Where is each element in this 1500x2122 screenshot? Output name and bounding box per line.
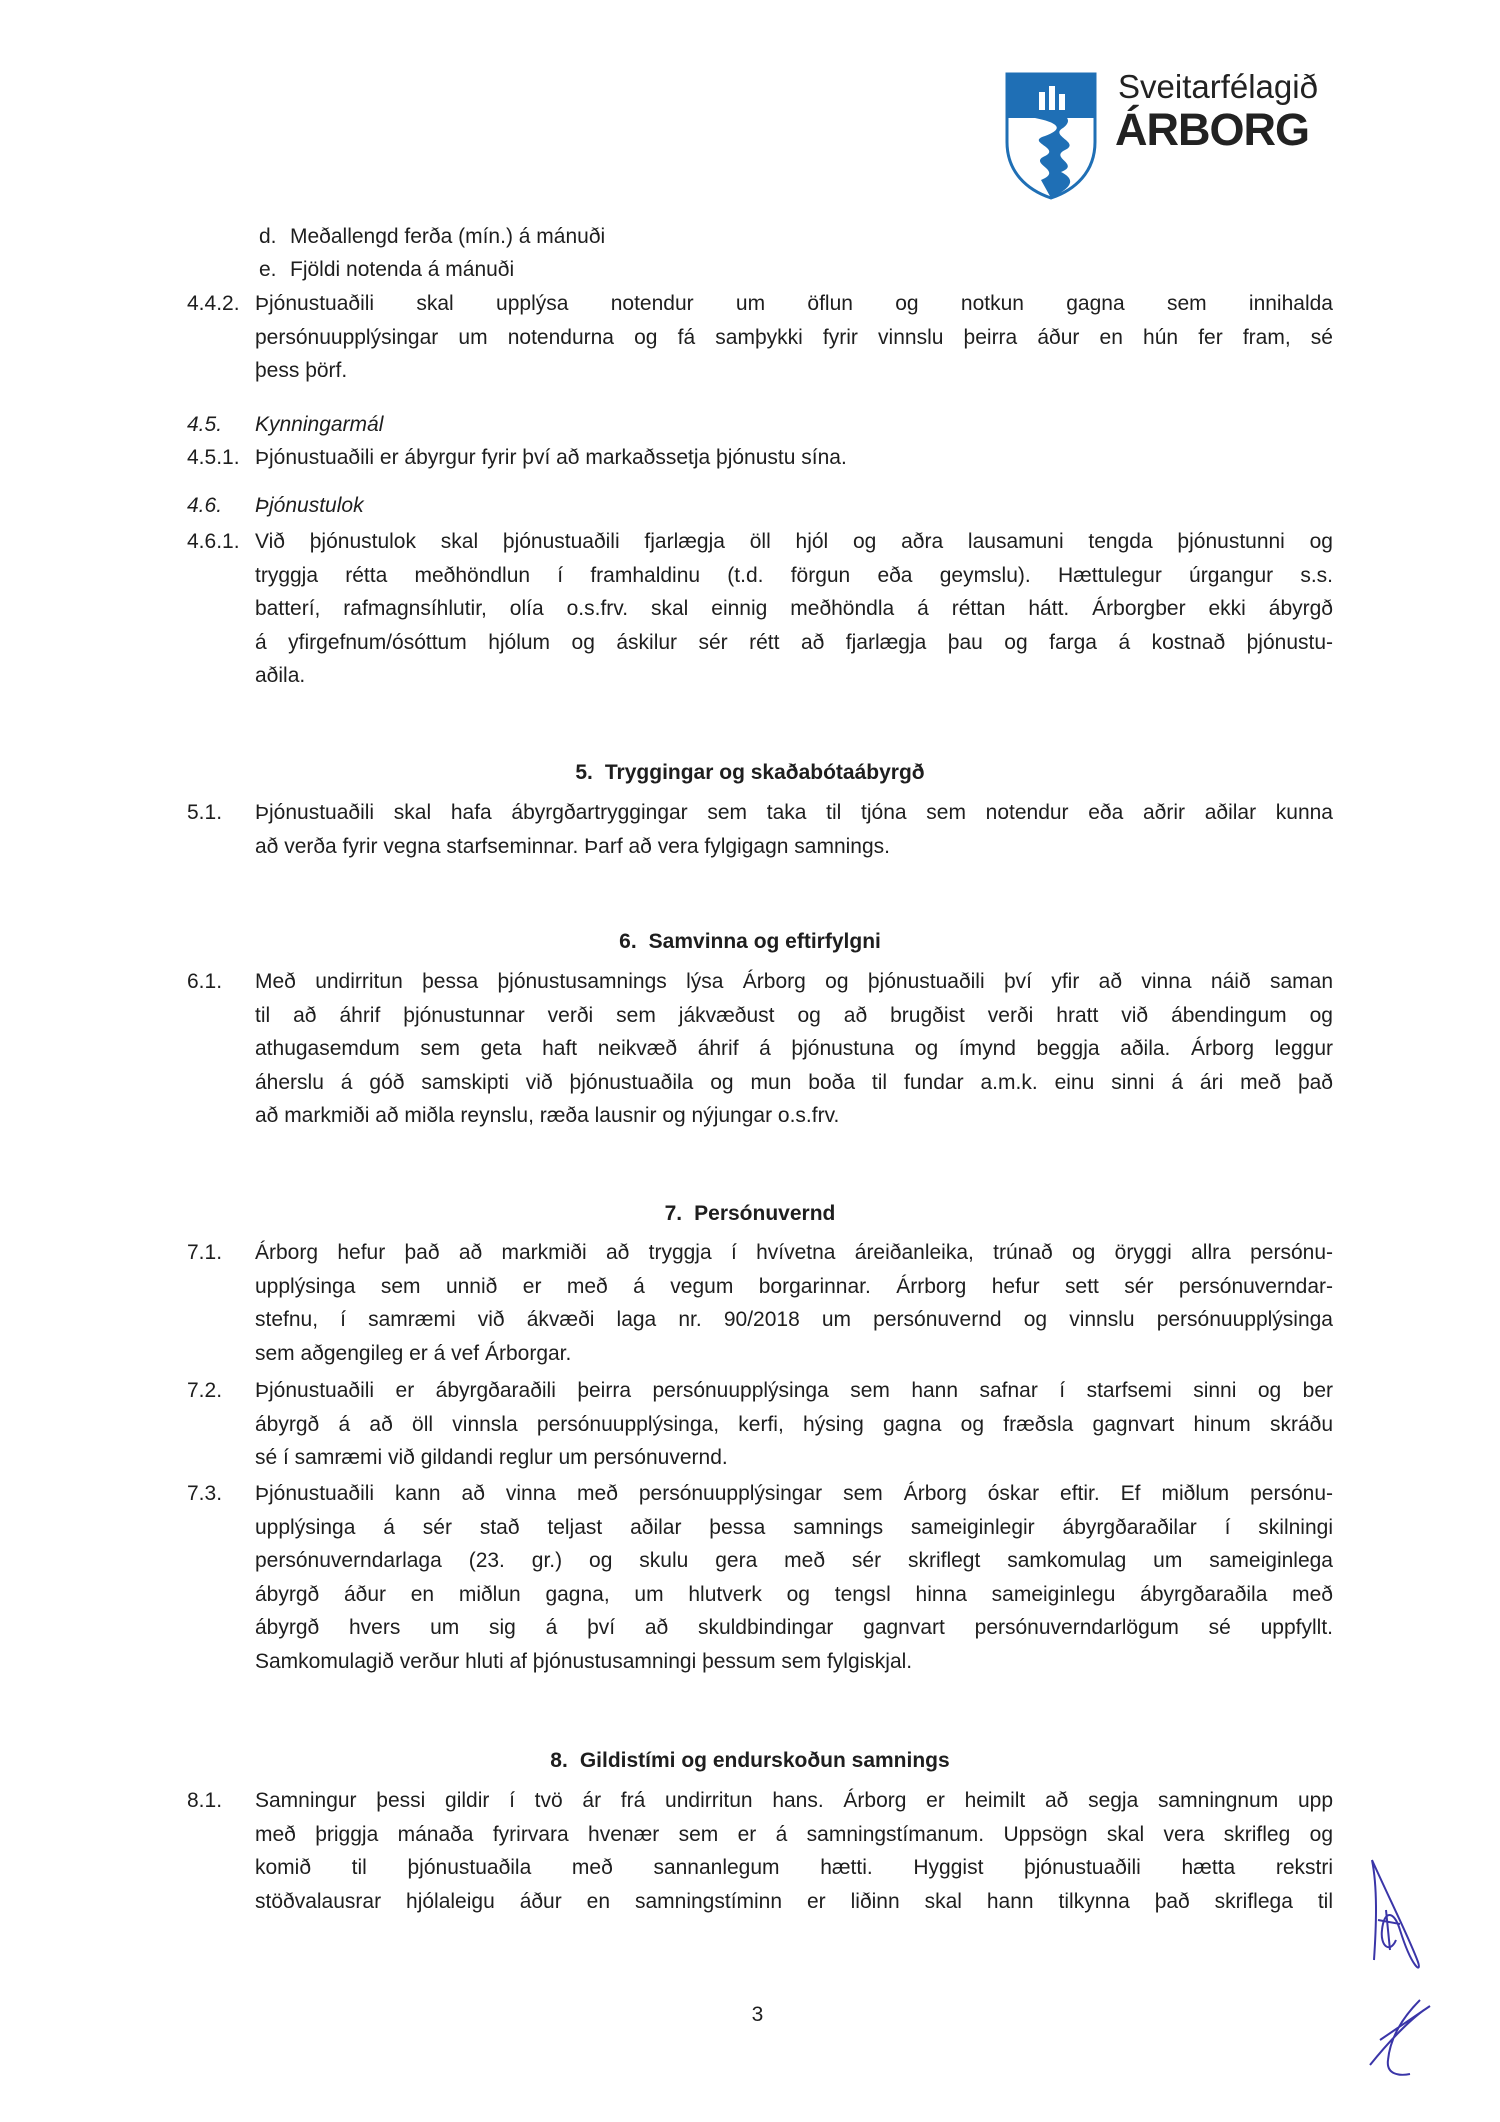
clause-text xyxy=(255,525,1333,693)
clause-text xyxy=(255,1784,1333,1918)
text-line: að markmiði að miðla reynslu, ræða lausnir og nýjungar o.s.frv. xyxy=(255,1104,840,1127)
subsection-title: Kynningarmál xyxy=(255,413,384,436)
clause-text xyxy=(255,1477,1333,1678)
section-heading-7 xyxy=(0,1202,1500,1226)
text-line: Þjónustuaðili skal upplýsa notendur um öflun og notkun gagna sem innihalda xyxy=(255,292,1333,315)
section-number: 6. xyxy=(619,930,637,953)
text-line: að verða fyrir vegna starfseminnar. Þarf að vera fylgigagn samnings. xyxy=(255,834,890,858)
clause-number: 6.1. xyxy=(187,970,223,993)
text-line: sé í samræmi við gildandi reglur um persónuvernd. xyxy=(255,1446,728,1469)
list-item-text: Fjöldi notenda á mánuði xyxy=(290,258,515,281)
section-number: 8. xyxy=(550,1749,568,1772)
subsection-title: Þjónustulok xyxy=(255,494,364,517)
text-line: með þriggja mánaða fyrirvara hvenær sem er á samningstímanum. Uppsögn skal vera skrifleg og xyxy=(255,1822,1333,1846)
text-line: áherslu á góð samskipti við þjónustuaðila og mun boða til fundar a.m.k. einu sinni á ári með það xyxy=(255,1070,1333,1094)
text-line: stöðvalausrar hjólaleigu áður en samningstíminn er liðinn skal hann tilkynna það skriflega til xyxy=(255,1889,1333,1913)
text-line: Þjónustuaðili kann að vinna með persónuupplýsingar sem Árborg óskar eftir. Ef miðlum persónu- xyxy=(255,1482,1333,1505)
text-line: komið til þjónustuaðila með sannanlegum hætti. Hyggist þjónustuaðili hætta rekstri xyxy=(255,1856,1333,1879)
text-line: Samningur þessi gildir í tvö ár frá undirritun hans. Árborg er heimilt að segja samningnum upp xyxy=(255,1789,1333,1812)
text-line: persónuverndarlaga (23. gr.) og skulu gera með sér skriflegt samkomulag um sameiginlega xyxy=(255,1549,1333,1572)
text-line: til að áhrif þjónustunnar verði sem jákvæðust og að brugðist verði hratt við ábendingum og xyxy=(255,1003,1333,1027)
text-line: Árborg hefur það að markmiði að tryggja í hvívetna áreiðanleika, trúnað og öryggi allra persónu- xyxy=(255,1241,1333,1264)
text-line: stefnu, í samræmi við ákvæði laga nr. 90/2018 um persónuvernd og vinnslu persónuupplýsinga xyxy=(255,1308,1333,1331)
text-line: ábyrgð á að öll vinnsla persónuupplýsinga, kerfi, hýsing gagna og fræðsla gagnvart hinum skráðu xyxy=(255,1412,1333,1436)
section-title: Tryggingar og skaðabótaábyrgð xyxy=(604,761,925,784)
clause-number: 4.6.1. xyxy=(187,530,240,553)
section-title: Samvinna og eftirfylgni xyxy=(648,930,881,953)
section-title: Persónuvernd xyxy=(694,1202,836,1225)
section-heading-5 xyxy=(0,761,1500,785)
text-line: upplýsinga á sér stað teljast aðilar þessa samnings sameiginlegir ábyrgðaraðilar í skilningi xyxy=(255,1515,1333,1539)
section-title: Gildistími og endurskoðun samnings xyxy=(579,1749,950,1772)
list-item-letter: e. xyxy=(259,258,277,281)
section-number: 5. xyxy=(575,761,593,784)
text-line: Þjónustuaðili skal hafa ábyrgðartryggingar sem taka til tjóna sem notendur eða aðrir aðilar kunna xyxy=(255,801,1333,824)
clause-text xyxy=(255,1236,1333,1370)
section-number: 7. xyxy=(664,1202,683,1225)
text-line: sem aðgengileg er á vef Árborgar. xyxy=(255,1341,572,1365)
text-line: upplýsinga sem unnið er með á vegum borgarinnar. Árrborg hefur sett sér persónuverndar- xyxy=(255,1274,1333,1298)
text-line: þess þörf. xyxy=(255,359,348,382)
clause-text xyxy=(255,287,1333,388)
text-line: ábyrgð hvers um sig á því að skuldbindingar gagnvart persónuverndarlögum sé uppfyllt. xyxy=(255,1616,1333,1639)
clause-text xyxy=(255,796,1333,863)
text-line: aðila. xyxy=(255,664,306,687)
text-line: batterí, rafmagnsíhlutir, olía o.s.frv. skal einnig meðhöndla á réttan hátt. Árborgber ekki ábyrgð xyxy=(255,597,1333,620)
text-line: ábyrgð áður en miðlun gagna, um hlutverk og tengsl hinna sameiginlegu ábyrgðaraðila með xyxy=(255,1582,1333,1606)
clause-number: 5.1. xyxy=(187,801,223,824)
arborg-shield-logo xyxy=(1005,72,1097,205)
clause-number: 7.1. xyxy=(187,1241,223,1264)
text-line: persónuupplýsingar um notendurna og fá samþykki fyrir vinnslu þeirra áður en hún fer fram, sé xyxy=(255,325,1333,349)
clause-number: 4.5.1. xyxy=(187,446,240,469)
clause-number: 7.3. xyxy=(187,1482,223,1505)
text-line: á yfirgefnum/ósóttum hjólum og áskilur sér rétt að fjarlægja þau og farga á kostnað þjónustu- xyxy=(255,630,1333,654)
clause-text xyxy=(255,1374,1333,1475)
text-line: Samkomulagið verður hluti af þjónustusamningi þessum sem fylgiskjal. xyxy=(255,1649,913,1673)
signature-initials xyxy=(1360,1850,1450,2080)
section-heading-6 xyxy=(0,930,1500,954)
text-line: Við þjónustulok skal þjónustuaðili fjarlægja öll hjól og aðra lausamuni tengda þjónustunni og xyxy=(255,530,1333,553)
logo-text-line1: Sveitarfélagið xyxy=(1118,68,1318,105)
list-item-text: Meðallengd ferða (mín.) á mánuði xyxy=(290,225,606,248)
subsection-number: 4.6. xyxy=(187,494,223,517)
section-heading-8 xyxy=(0,1749,1500,1773)
clause-text xyxy=(255,441,1333,475)
subsection-number: 4.5. xyxy=(187,413,223,436)
clause-text xyxy=(255,965,1333,1133)
text-line: Þjónustuaðili er ábyrgðaraðili þeirra persónuupplýsinga sem hann safnar í starfsemi sinni og ber xyxy=(255,1379,1333,1402)
page-number: 3 xyxy=(751,2003,764,2026)
text-line: athugasemdum sem geta haft neikvæð áhrif á þjónustuna og ímynd beggja aðila. Árborg leggur xyxy=(255,1037,1333,1060)
text-line: tryggja rétta meðhöndlun í framhaldinu (t.d. förgun eða geymslu). Hættulegur úrgangur s.s. xyxy=(255,563,1333,587)
list-item-letter: d. xyxy=(259,225,277,248)
text-line: Þjónustuaðili er ábyrgur fyrir því að markaðssetja þjónustu sína. xyxy=(255,446,847,469)
clause-number: 4.4.2. xyxy=(187,292,240,315)
text-line: Með undirritun þessa þjónustusamnings lýsa Árborg og þjónustuaðili því yfir að vinna náið saman xyxy=(255,970,1333,993)
clause-number: 7.2. xyxy=(187,1379,223,1402)
clause-number: 8.1. xyxy=(187,1789,223,1812)
logo-text-line2: ÁRBORG xyxy=(1115,104,1309,155)
